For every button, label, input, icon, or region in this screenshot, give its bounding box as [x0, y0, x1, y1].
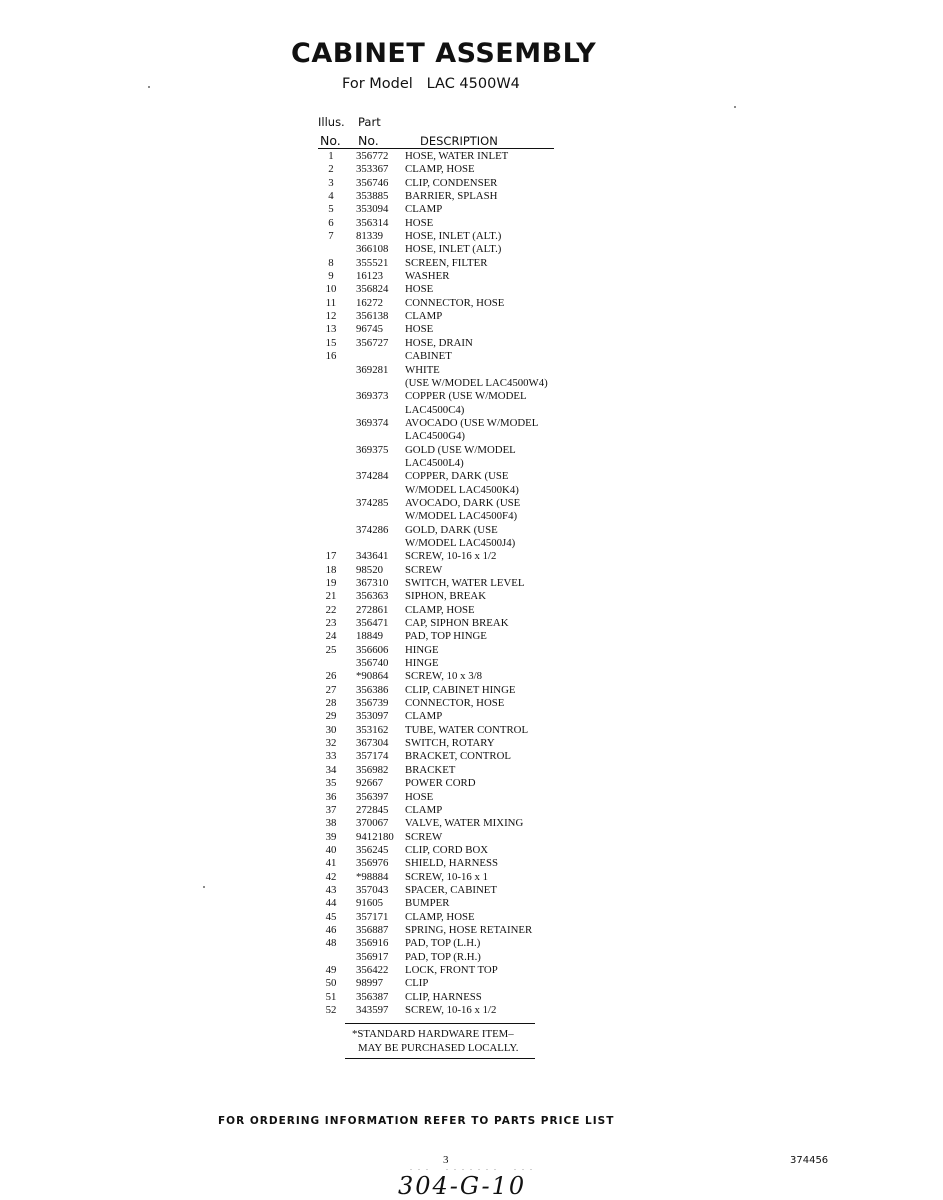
part-no: 91605	[356, 897, 383, 910]
illus-no: 37	[325, 803, 337, 816]
illus-no: 51	[325, 990, 337, 1003]
illus-no: 22	[325, 603, 337, 616]
table-row	[318, 991, 578, 1004]
illus-no: 11	[325, 296, 337, 309]
illus-no: 42	[325, 870, 337, 883]
table-row	[318, 577, 578, 590]
table-row	[318, 951, 578, 964]
part-no: 92667	[356, 777, 383, 790]
illus-no: 13	[325, 323, 337, 336]
table-row	[318, 350, 578, 363]
table-row	[318, 604, 578, 617]
table-row	[318, 323, 578, 336]
description: PAD, TOP (L.H.)	[405, 937, 481, 950]
description: AVOCADO (USE W/MODEL	[405, 416, 539, 429]
illus-no: 6	[328, 216, 334, 229]
part-no: 356982	[356, 763, 389, 776]
description: PAD, TOP HINGE	[405, 630, 487, 643]
illus-no: 8	[328, 256, 334, 269]
description: W/MODEL LAC4500J4)	[405, 536, 516, 549]
description: CABINET	[405, 350, 452, 363]
table-row	[318, 550, 578, 563]
table-row	[318, 831, 578, 844]
table-row	[318, 457, 578, 470]
scan-speck	[734, 106, 736, 108]
table-row	[318, 804, 578, 817]
illus-no: 9	[328, 270, 334, 283]
illus-no: 41	[325, 857, 337, 870]
note-rule-bottom	[345, 1058, 535, 1059]
table-row	[318, 524, 578, 537]
illus-no: 15	[325, 336, 337, 349]
table-row	[318, 537, 578, 550]
illus-no: 35	[325, 777, 337, 790]
part-no: 81339	[356, 230, 383, 243]
description: CLIP	[405, 977, 429, 990]
parts-table	[318, 150, 578, 1017]
illus-no: 34	[325, 763, 337, 776]
table-row	[318, 297, 578, 310]
part-no: 98520	[356, 563, 383, 576]
part-no: 374284	[356, 470, 389, 483]
table-row	[318, 617, 578, 630]
table-row	[318, 697, 578, 710]
header-no: No.	[320, 133, 341, 148]
description: LOCK, FRONT TOP	[405, 963, 498, 976]
part-no: 16123	[356, 270, 383, 283]
header-description: DESCRIPTION	[420, 134, 498, 148]
part-no: 272845	[356, 803, 389, 816]
description: CLAMP	[405, 803, 443, 816]
table-row	[318, 630, 578, 643]
description: W/MODEL LAC4500F4)	[405, 510, 518, 523]
illus-no: 39	[325, 830, 337, 843]
table-row	[318, 710, 578, 723]
part-no: 356606	[356, 643, 389, 656]
description: BRACKET, CONTROL	[405, 750, 511, 763]
table-row	[318, 283, 578, 296]
description: HOSE, WATER INLET	[405, 150, 509, 162]
illus-no: 45	[325, 910, 337, 923]
illus-no: 48	[325, 937, 337, 950]
table-row	[318, 857, 578, 870]
part-no: 356824	[356, 283, 389, 296]
part-no: 343597	[356, 1004, 389, 1016]
table-row	[318, 203, 578, 216]
note-line-1: *STANDARD HARDWARE ITEM–	[352, 1028, 514, 1040]
description: WASHER	[405, 270, 450, 283]
table-row	[318, 364, 578, 377]
illus-no: 3	[328, 176, 334, 189]
part-no: *98884	[356, 870, 389, 883]
part-no: 357043	[356, 883, 389, 896]
part-no: 343641	[356, 550, 389, 563]
illus-no: 18	[325, 563, 337, 576]
table-row	[318, 190, 578, 203]
part-no: 356422	[356, 963, 389, 976]
table-row	[318, 817, 578, 830]
table-row	[318, 230, 578, 243]
table-row	[318, 564, 578, 577]
part-no: 356740	[356, 657, 389, 670]
illus-no: 10	[325, 283, 337, 296]
table-row	[318, 417, 578, 430]
illus-no: 40	[325, 843, 337, 856]
part-no: 357174	[356, 750, 389, 763]
part-no: 356138	[356, 310, 389, 323]
illus-no: 32	[325, 737, 337, 750]
illus-no: 29	[325, 710, 337, 723]
part-no: 357171	[356, 910, 389, 923]
table-row	[318, 590, 578, 603]
illus-no: 26	[325, 670, 337, 683]
description: SCREW	[405, 830, 443, 843]
illus-no: 1	[328, 150, 334, 162]
part-no: 353367	[356, 163, 389, 176]
table-row	[318, 684, 578, 697]
part-no: 356917	[356, 950, 389, 963]
part-no: 272861	[356, 603, 389, 616]
description: CLAMP	[405, 310, 443, 323]
part-no: 369374	[356, 416, 389, 429]
illus-no: 30	[325, 723, 337, 736]
description: BRACKET	[405, 763, 456, 776]
part-no: 356772	[356, 150, 389, 162]
header-rule	[318, 148, 554, 149]
table-row	[318, 444, 578, 457]
part-no: 356746	[356, 176, 389, 189]
description: HINGE	[405, 643, 439, 656]
table-row	[318, 844, 578, 857]
table-row	[318, 884, 578, 897]
illus-no: 19	[325, 577, 337, 589]
ordering-footer: FOR ORDERING INFORMATION REFER TO PARTS PRICE LIST	[218, 1115, 615, 1127]
description: COPPER (USE W/MODEL	[405, 390, 527, 403]
part-no: 355521	[356, 256, 389, 269]
description: VALVE, WATER MIXING	[405, 817, 524, 830]
table-row	[318, 377, 578, 390]
part-no: 356727	[356, 336, 389, 349]
illus-no: 23	[325, 617, 337, 630]
part-no: 98997	[356, 977, 383, 990]
description: HOSE, DRAIN	[405, 336, 473, 349]
description: CONNECTOR, HOSE	[405, 697, 505, 710]
description: SIPHON, BREAK	[405, 590, 486, 603]
description: CLIP, CABINET HINGE	[405, 683, 516, 696]
part-no: 370067	[356, 817, 389, 830]
description: COPPER, DARK (USE	[405, 470, 509, 483]
table-row	[318, 163, 578, 176]
part-no: 356245	[356, 843, 389, 856]
description: AVOCADO, DARK (USE	[405, 496, 521, 509]
part-no: 369281	[356, 363, 389, 376]
table-row	[318, 270, 578, 283]
description: BUMPER	[405, 897, 450, 910]
illus-no: 17	[325, 550, 337, 563]
illus-no: 12	[325, 310, 337, 323]
illus-no: 33	[325, 750, 337, 763]
illus-no: 7	[328, 230, 334, 243]
part-no: 356386	[356, 683, 389, 696]
part-no: 356314	[356, 216, 389, 229]
description: HOSE, INLET (ALT.)	[405, 230, 502, 243]
illus-no: 44	[325, 897, 337, 910]
table-row	[318, 911, 578, 924]
table-row	[318, 217, 578, 230]
illus-no: 50	[325, 977, 337, 990]
table-row	[318, 337, 578, 350]
description: SCREW, 10 x 3/8	[405, 670, 482, 683]
header-part: Part	[358, 115, 381, 129]
table-row	[318, 897, 578, 910]
table-row	[318, 670, 578, 683]
table-row	[318, 777, 578, 790]
part-no: 356887	[356, 923, 389, 936]
description: HINGE	[405, 657, 439, 670]
table-row	[318, 257, 578, 270]
table-row	[318, 791, 578, 804]
table-row	[318, 150, 578, 163]
table-row	[318, 657, 578, 670]
part-no: 356739	[356, 697, 389, 710]
illus-no: 49	[325, 963, 337, 976]
table-row	[318, 404, 578, 417]
illus-no: 2	[328, 163, 334, 176]
description: CLAMP	[405, 203, 443, 216]
table-row	[318, 737, 578, 750]
illus-no: 24	[325, 630, 337, 643]
note-line-2: MAY BE PURCHASED LOCALLY.	[358, 1042, 519, 1054]
table-row	[318, 510, 578, 523]
part-no: 356397	[356, 790, 389, 803]
table-row	[318, 1004, 578, 1017]
illus-no: 27	[325, 683, 337, 696]
description: TUBE, WATER CONTROL	[405, 723, 529, 736]
part-no: 369373	[356, 390, 389, 403]
description: CLIP, CONDENSER	[405, 176, 498, 189]
table-row	[318, 497, 578, 510]
illus-no: 43	[325, 883, 337, 896]
part-no: 96745	[356, 323, 383, 336]
handwritten-note: 304-G-10	[398, 1172, 527, 1200]
table-row	[318, 484, 578, 497]
description: HOSE	[405, 790, 434, 803]
model-subtitle: For Model LAC 4500W4	[342, 76, 520, 92]
illus-no: 5	[328, 203, 334, 216]
header-part-no: No.	[358, 133, 379, 148]
page-title: CABINET ASSEMBLY	[291, 38, 597, 69]
description: SCREEN, FILTER	[405, 256, 488, 269]
part-no: 353094	[356, 203, 389, 216]
table-row	[318, 644, 578, 657]
part-no: 353885	[356, 190, 389, 203]
note-rule-top	[345, 1023, 535, 1024]
part-no: 367304	[356, 737, 389, 750]
description: CLAMP	[405, 710, 443, 723]
description: SWITCH, ROTARY	[405, 737, 495, 750]
table-row	[318, 924, 578, 937]
description: SHIELD, HARNESS	[405, 857, 498, 870]
part-no: 356916	[356, 937, 389, 950]
part-no: 353162	[356, 723, 389, 736]
description: CLAMP, HOSE	[405, 910, 475, 923]
part-no: 367310	[356, 577, 389, 589]
table-row	[318, 177, 578, 190]
part-no: *90864	[356, 670, 389, 683]
description: CLAMP, HOSE	[405, 603, 475, 616]
description: CLAMP, HOSE	[405, 163, 475, 176]
description: W/MODEL LAC4500K4)	[405, 483, 519, 496]
description: LAC4500L4)	[405, 456, 464, 469]
table-row	[318, 390, 578, 403]
part-no: 356363	[356, 590, 389, 603]
scan-speck	[148, 86, 150, 88]
part-no: 374286	[356, 523, 389, 536]
table-row	[318, 937, 578, 950]
page-number: 3	[443, 1154, 449, 1166]
description: SPRING, HOSE RETAINER	[405, 923, 533, 936]
description: LAC4500G4)	[405, 430, 465, 443]
description: SCREW	[405, 563, 443, 576]
description: CAP, SIPHON BREAK	[405, 617, 509, 630]
description: GOLD (USE W/MODEL	[405, 443, 516, 456]
description: SCREW, 10-16 x 1/2	[405, 550, 497, 563]
description: POWER CORD	[405, 777, 476, 790]
description: SCREW, 10-16 x 1/2	[405, 1004, 497, 1016]
description: CLIP, HARNESS	[405, 990, 482, 1003]
scan-speck	[203, 886, 205, 888]
description: HOSE	[405, 216, 434, 229]
table-row	[318, 243, 578, 256]
illus-no: 4	[328, 190, 334, 203]
table-row	[318, 430, 578, 443]
illus-no: 16	[325, 350, 337, 363]
table-row	[318, 764, 578, 777]
table-row	[318, 964, 578, 977]
description: HOSE, INLET (ALT.)	[405, 243, 502, 256]
illus-no: 46	[325, 923, 337, 936]
description: SPACER, CABINET	[405, 883, 497, 896]
description: WHITE	[405, 363, 440, 376]
description: CLIP, CORD BOX	[405, 843, 489, 856]
part-no: 366108	[356, 243, 389, 256]
illus-no: 52	[325, 1004, 337, 1016]
part-no: 356471	[356, 617, 389, 630]
description: SWITCH, WATER LEVEL	[405, 577, 525, 589]
table-row	[318, 977, 578, 990]
table-row	[318, 724, 578, 737]
part-no: 353097	[356, 710, 389, 723]
scan-dots: . . . . . . . . . . . . .	[410, 1163, 534, 1172]
document-number: 374456	[790, 1155, 829, 1166]
illus-no: 38	[325, 817, 337, 830]
illus-no: 36	[325, 790, 337, 803]
description: SCREW, 10-16 x 1	[405, 870, 488, 883]
part-no: 374285	[356, 496, 389, 509]
table-row	[318, 750, 578, 763]
illus-no: 21	[325, 590, 337, 603]
illus-no: 28	[325, 697, 337, 710]
description: BARRIER, SPLASH	[405, 190, 498, 203]
header-illus: Illus.	[318, 115, 345, 129]
table-row	[318, 310, 578, 323]
description: CONNECTOR, HOSE	[405, 296, 505, 309]
description: HOSE	[405, 323, 434, 336]
part-no: 356387	[356, 990, 389, 1003]
part-no: 18849	[356, 630, 383, 643]
illus-no: 25	[325, 643, 337, 656]
part-no: 369375	[356, 443, 389, 456]
description: GOLD, DARK (USE	[405, 523, 498, 536]
table-row	[318, 470, 578, 483]
description: LAC4500C4)	[405, 403, 465, 416]
description: HOSE	[405, 283, 434, 296]
part-no: 16272	[356, 296, 383, 309]
part-no: 9412180	[356, 830, 394, 843]
table-row	[318, 871, 578, 884]
part-no: 356976	[356, 857, 389, 870]
description: (USE W/MODEL LAC4500W4)	[405, 376, 548, 389]
description: PAD, TOP (R.H.)	[405, 950, 481, 963]
